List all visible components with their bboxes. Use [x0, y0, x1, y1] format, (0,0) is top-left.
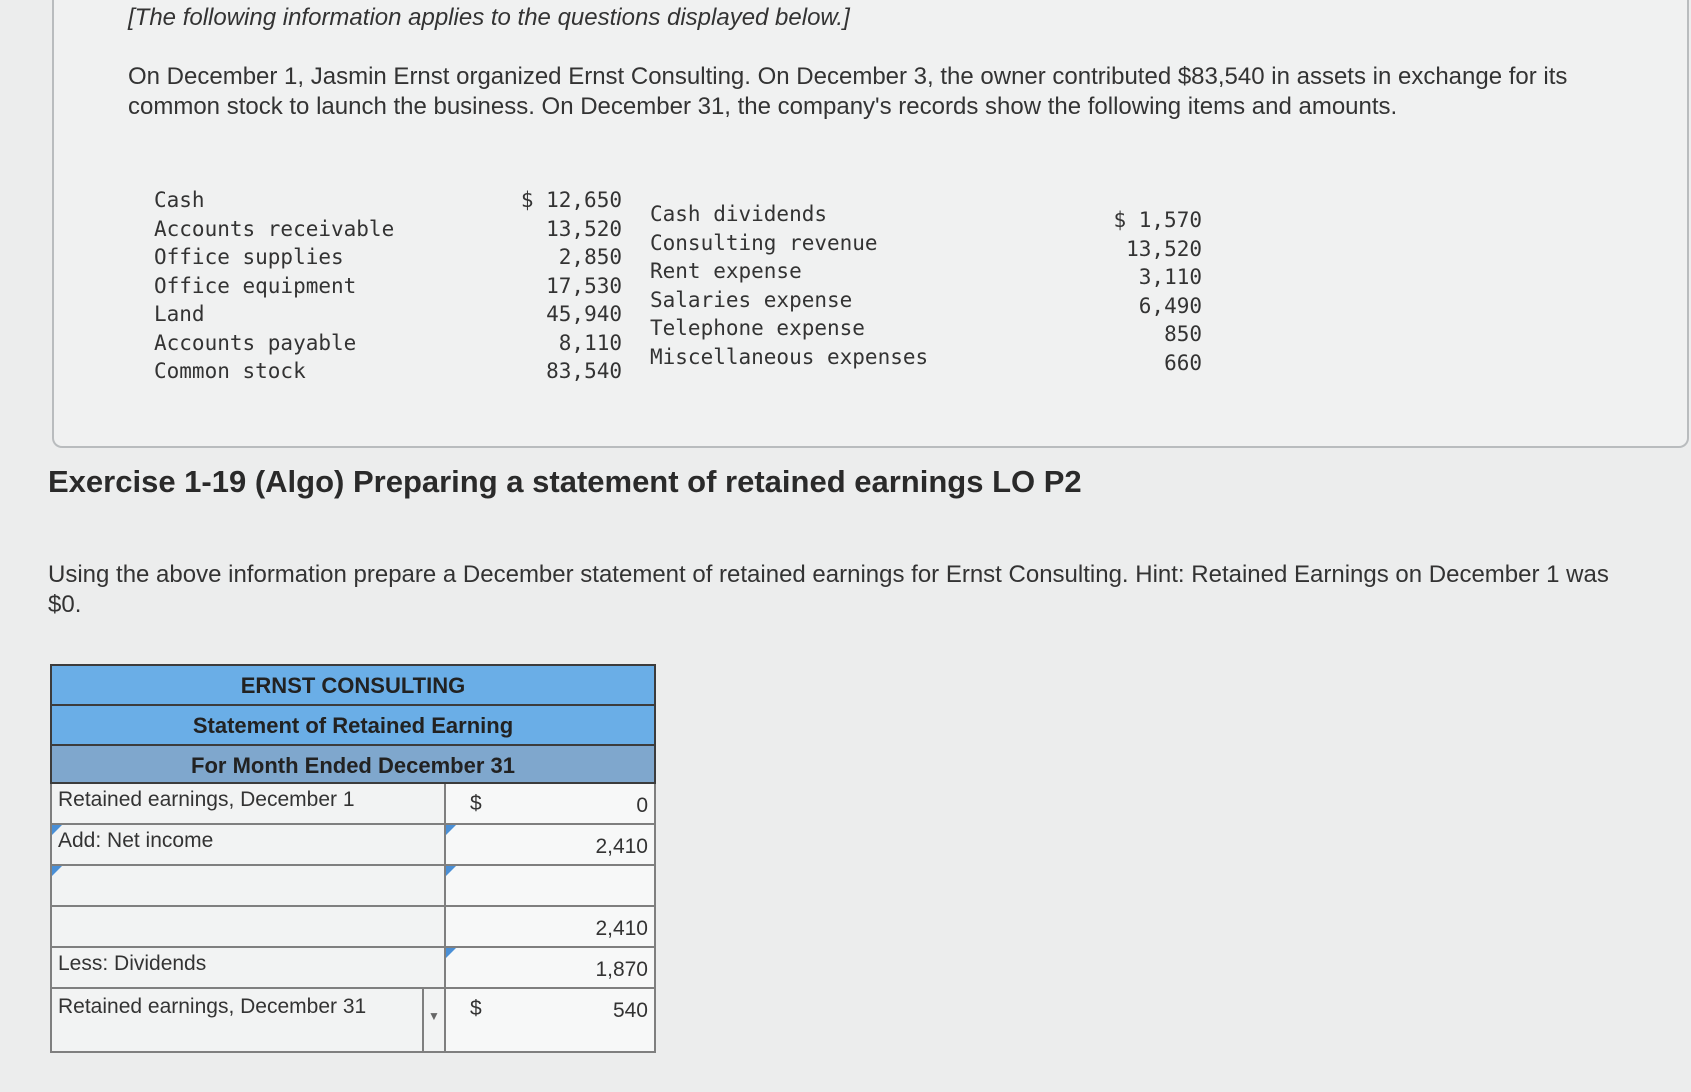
row-label-select[interactable]	[50, 825, 446, 866]
amount-value: 1,870	[595, 958, 648, 981]
table-row	[50, 907, 656, 948]
row-amount-input[interactable]	[446, 784, 656, 825]
item-value: $ 12,650	[520, 188, 622, 212]
intro-paragraph: On December 1, Jasmin Ernst organized Ernst Consulting. On December 3, the owner contributed $83,540 in assets in exchange for its common stock to launch the business. On December 31, the company's records show the following items and amounts.	[128, 63, 1568, 120]
item-name: Accounts payable	[154, 330, 357, 355]
item-value: 660	[1164, 350, 1202, 375]
lead-note: [The following information applies to the questions displayed below.]	[128, 4, 850, 31]
item-name: Miscellaneous expenses	[650, 344, 929, 369]
dollar-sign: $	[470, 792, 482, 815]
item-value: 3,110	[1138, 265, 1202, 289]
item-name: Consulting revenue	[650, 230, 878, 255]
item-value: $ 1,570	[1113, 208, 1202, 232]
table-row	[50, 784, 656, 825]
item-name: Cash	[154, 188, 205, 212]
items-left-values	[480, 186, 622, 386]
item-value: 2,850	[558, 245, 622, 269]
table-row	[50, 866, 656, 907]
statement-period: For Month Ended December 31	[50, 744, 656, 784]
row-amount-total	[446, 907, 656, 948]
row-label: Retained earnings, December 1	[50, 784, 446, 825]
item-name: Office supplies	[154, 245, 344, 269]
amount-value: 2,410	[595, 917, 648, 940]
item-name: Common stock	[154, 359, 306, 383]
item-value: 850	[1164, 322, 1202, 346]
amount-value: 2,410	[595, 835, 648, 858]
row-label-select[interactable]	[50, 948, 446, 989]
dollar-sign: $	[470, 997, 482, 1020]
items-right-names	[650, 200, 928, 371]
amount-value: 0	[636, 794, 648, 817]
item-name: Accounts receivable	[154, 216, 395, 241]
row-amount-input[interactable]	[446, 989, 656, 1053]
items-left-names	[154, 186, 394, 386]
row-label: Add: Net income	[58, 829, 214, 852]
table-row	[50, 825, 656, 866]
chevron-down-icon[interactable]: ▼	[422, 989, 444, 1051]
table-row	[50, 948, 656, 989]
item-name: Rent expense	[650, 259, 802, 283]
table-row	[50, 989, 656, 1053]
item-name: Land	[154, 302, 205, 326]
statement-company: ERNST CONSULTING	[50, 664, 656, 704]
row-label	[50, 907, 446, 948]
row-amount-input[interactable]	[446, 825, 656, 866]
row-label: Less: Dividends	[58, 952, 207, 975]
exercise-title: Exercise 1-19 (Algo) Preparing a statement of retained earnings LO P2	[48, 464, 1082, 499]
row-amount-input[interactable]	[446, 866, 656, 907]
item-name: Office equipment	[154, 273, 357, 298]
item-value: 13,520	[1126, 236, 1202, 261]
item-value: 8,110	[558, 330, 622, 355]
item-name: Salaries expense	[650, 287, 853, 312]
row-amount-input[interactable]	[446, 948, 656, 989]
row-label-select[interactable]	[50, 866, 446, 907]
item-name: Telephone expense	[650, 316, 865, 340]
item-value: 17,530	[546, 273, 622, 298]
item-value: 45,940	[546, 302, 622, 326]
flag-icon	[52, 866, 62, 876]
flag-icon	[446, 825, 456, 835]
item-name: Cash dividends	[650, 202, 828, 226]
amount-value: 540	[612, 999, 648, 1022]
row-label-select[interactable]	[50, 989, 446, 1053]
exercise-instructions: Using the above information prepare a December statement of retained earnings for Ernst Consulting. Hint: Retained Earnings on December 1 was $0.	[48, 561, 1609, 618]
items-right-values	[1060, 206, 1202, 377]
item-value: 6,490	[1138, 293, 1202, 318]
retained-earnings-statement	[50, 664, 656, 1053]
row-label: Retained earnings, December 31	[58, 995, 367, 1018]
statement-title: Statement of Retained Earning	[50, 704, 656, 744]
flag-icon	[446, 866, 456, 876]
item-value: 13,520	[546, 216, 622, 241]
item-value: 83,540	[546, 359, 622, 383]
flag-icon	[52, 825, 62, 835]
flag-icon	[446, 948, 456, 958]
